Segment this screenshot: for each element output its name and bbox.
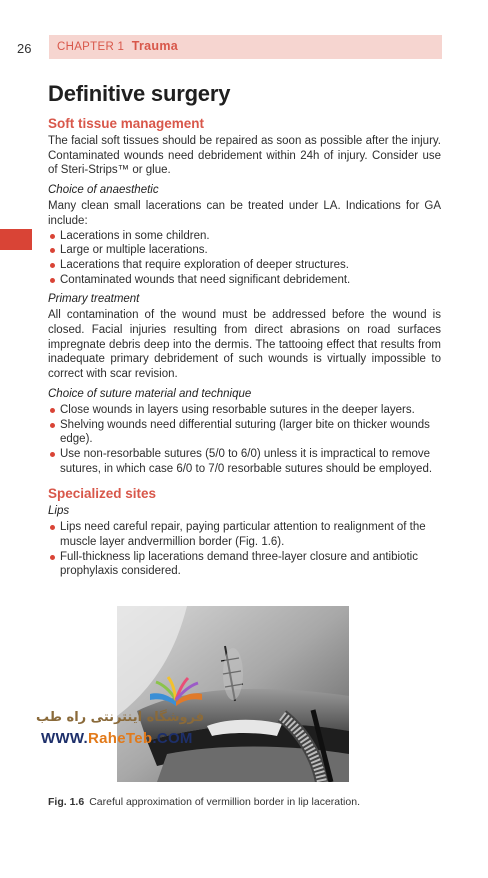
list-item: Use non-resorbable sutures (5/0 to 6/0) unless it is impractical to remove sutures, in which case 6/0 to 7/0 resorbable sutures should be employed. [48, 447, 441, 476]
section-heading-specialized: Specialized sites [48, 486, 157, 502]
main-content [48, 81, 441, 579]
page-number: 26 [17, 41, 32, 56]
watermark-url-brand: RaheTeb [88, 730, 153, 747]
figure-label: Fig. 1.6 [48, 796, 85, 808]
list-item: Shelving wounds need differential suturing (larger bite on thicker wounds edge). [48, 418, 441, 447]
watermark-url [41, 730, 193, 747]
figure-caption [48, 796, 360, 808]
list-item: Full-thickness lip lacerations demand three-layer closure and antibiotic prophylaxis considered. [48, 550, 441, 579]
list-item: Close wounds in layers using resorbable sutures in the deeper layers. [48, 403, 441, 418]
lips-list [48, 520, 441, 579]
anaesthetic-text: Many clean small lacerations can be treated under LA. Indications for GA include: [48, 200, 441, 227]
chapter-thumb-tab [0, 229, 32, 250]
list-item: Lacerations that require exploration of deeper structures. [48, 258, 441, 273]
watermark-persian-text: فروشگاه اینترنتی راه طب [36, 710, 205, 725]
chapter-number: CHAPTER 1 [57, 41, 125, 53]
primary-treatment-text: All contamination of the wound must be addressed before the wound is closed. Facial injuries resulting from direct abrasions on road surfaces impregnate debris deep into the dermis. The tattooing effect that results from inadequate primary debridement of such wounds is virtually impossible to correct with scar revision. [48, 309, 441, 381]
watermark-url-suffix: .COM [152, 730, 193, 747]
chapter-name: Trauma [131, 39, 179, 53]
figure-caption-text: Careful approximation of vermillion border in lip laceration. [89, 796, 360, 808]
soft-tissue-intro: The facial soft tissues should be repaired as soon as possible after the injury. Contaminated wounds need debridement within 24h of injury. Consider use of Steri-Strips™ or glue. [48, 135, 441, 177]
suture-list [48, 403, 441, 477]
list-item: Large or multiple lacerations. [48, 243, 441, 258]
watermark-url-prefix: WWW. [41, 730, 89, 747]
subheading-primary-treatment: Primary treatment [48, 293, 140, 306]
section-heading-soft-tissue: Soft tissue management [48, 116, 205, 131]
list-item: Lips need careful repair, paying particular attention to realignment of the muscle layer andvermillion border (Fig. 1.6). [48, 520, 441, 549]
anaesthetic-list [48, 229, 441, 288]
subheading-anaesthetic: Choice of anaesthetic [48, 184, 159, 197]
list-item: Contaminated wounds that need significant debridement. [48, 273, 441, 288]
book-logo-icon [148, 676, 204, 706]
subheading-suture: Choice of suture material and technique [48, 387, 252, 400]
page-title: Definitive surgery [48, 81, 231, 106]
chapter-header [49, 35, 442, 59]
subheading-lips: Lips [48, 505, 70, 518]
list-item: Lacerations in some children. [48, 229, 441, 244]
chapter-label [57, 39, 178, 53]
